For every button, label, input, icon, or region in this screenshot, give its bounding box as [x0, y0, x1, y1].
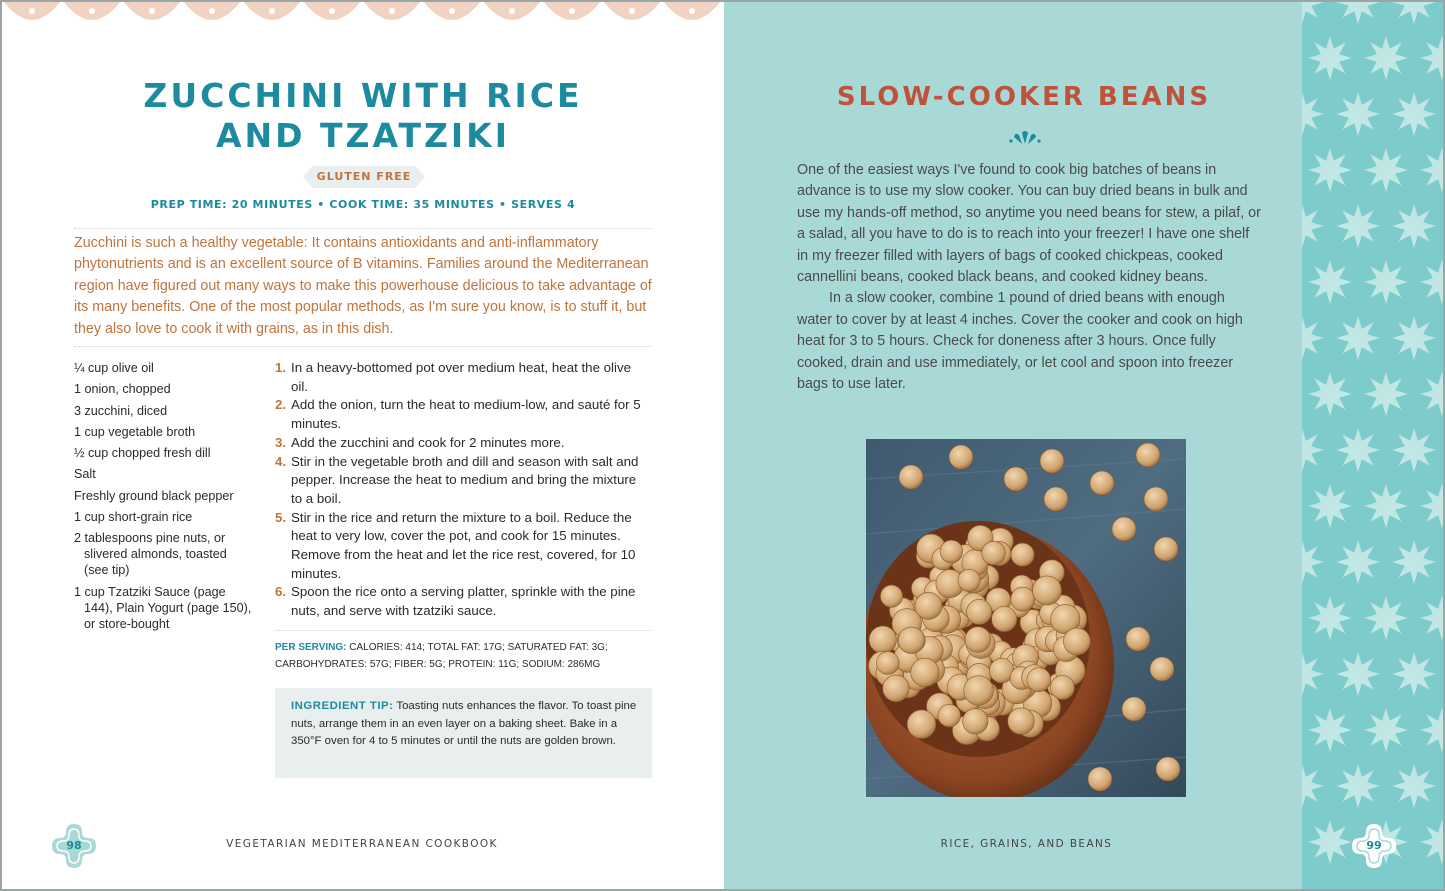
step-number: 6. — [275, 584, 287, 600]
sidebar-title: SLOW-COOKER BEANS — [836, 82, 1212, 112]
page-number-left: 98 — [66, 839, 82, 852]
gluten-free-badge — [303, 166, 425, 188]
step-number: 1. — [275, 360, 287, 375]
ingredient-item: 2 tablespoons pine nuts, or slivered almonds, toasted (see tip) — [74, 531, 227, 578]
recipe-title-line-1: ZUCCHINI WITH RICE — [143, 76, 583, 115]
chickpeas-bowl-photo — [866, 439, 1186, 797]
ingredient-item: ½ cup chopped fresh dill — [74, 446, 211, 461]
step-number: 2. — [275, 397, 287, 413]
step-number: 5. — [275, 509, 287, 525]
badge-label: GLUTEN FREE — [316, 170, 412, 183]
sprig-ornament-icon — [1008, 129, 1042, 145]
decorative-tile-pattern — [1302, 2, 1445, 891]
divider — [275, 630, 652, 631]
nutrition-info — [275, 640, 655, 673]
ingredient-item: 1 cup vegetable broth — [74, 424, 196, 439]
running-footer-left: VEGETARIAN MEDITERRANEAN COOKBOOK — [226, 838, 498, 850]
recipe-title-line-2: AND TZATZIKI — [215, 116, 511, 155]
right-page — [724, 2, 1445, 891]
divider — [74, 346, 652, 347]
step-number: 4. — [275, 453, 287, 469]
ingredient-list — [74, 360, 254, 637]
left-page — [2, 2, 724, 891]
step-item — [275, 453, 647, 509]
ingredient-item: 1 cup Tzatziki Sauce (page 144), Plain Yogurt (page 150), or store-bought — [74, 584, 252, 631]
ingredient-item: Freshly ground black pepper — [74, 488, 234, 503]
step-text: Stir in the vegetable broth and dill and season with salt and pepper. Increase the heat to medium and bring the mixture to a boil. — [291, 453, 639, 506]
recipe-meta: PREP TIME: 20 MINUTES • COOK TIME: 35 MINUTES • SERVES 4 — [150, 198, 576, 211]
step-number: 3. — [275, 434, 287, 450]
step-text: Add the zucchini and cook for 2 minutes more. — [291, 434, 565, 450]
recipe-intro: Zucchini is such a healthy vegetable: It contains antioxidants and anti-inflammatory phytonutrients and is an excellent source of B vitamins. Families around the Mediterranean region have figured out many ways to make this powerhouse delicious to take advantage of its many benefits. One of the most popular methods, as I'm sure you know, is to stuff it, but they also love to cook it with grains, as in this dish. — [74, 235, 652, 337]
step-item — [275, 509, 647, 584]
ingredient-item: ¼ cup olive oil — [74, 361, 154, 375]
tip-label: INGREDIENT TIP: — [291, 700, 394, 712]
step-list — [275, 359, 647, 621]
ingredient-item: Salt — [74, 467, 96, 482]
ingredient-item: 3 zucchini, diced — [74, 403, 168, 418]
ingredient-item: 1 onion, chopped — [74, 382, 171, 397]
step-item — [275, 434, 647, 453]
page-number-right: 99 — [1366, 839, 1382, 852]
tip-text: Toasting nuts enhances the flavor. To toast pine nuts, arrange them in an even layer on a baking sheet. Bake in a 350°F oven for 4 to 5 minutes or until the nuts are golden brown. — [291, 700, 637, 747]
step-item — [275, 359, 647, 396]
divider — [74, 228, 652, 229]
step-text: Stir in the rice and return the mixture to a boil. Reduce the heat to very low, cover the pot, and cook for 15 minutes. Remove from the heat and let the rice rest, covered, for 10 minutes. — [291, 509, 636, 581]
nutrition-text: CALORIES: 414; TOTAL FAT: 17G; SATURATED FAT: 3G; CARBOHYDRATES: 57G; FIBER: 5G; PROTEIN: 11G; SODIUM: 286MG — [275, 642, 608, 670]
running-footer-right: RICE, GRAINS, AND BEANS — [940, 838, 1113, 850]
decorative-top-border — [2, 2, 724, 32]
sidebar-paragraph-2: In a slow cooker, combine 1 pound of dried beans with enough water to cover by at least 4 inches. Cover the cooker and cook on high heat for 3 to 5 hours. Check for doneness after 3 hours. Once fully cooked, drain and use immediately, or let cool and spoon into freezer bags to use later. — [797, 290, 1243, 393]
nutrition-label: PER SERVING: — [275, 642, 347, 653]
ingredient-tip-box — [275, 688, 652, 778]
sidebar-body — [797, 160, 1262, 395]
step-item — [275, 396, 647, 433]
step-text: In a heavy-bottomed pot over medium heat, heat the olive oil. — [291, 360, 632, 394]
sidebar-paragraph-1: One of the easiest ways I've found to cook big batches of beans in advance is to use my slow cooker. You can buy dried beans in bulk and use my hands-off method, so anytime you need beans for stew, a pilaf, or a salad, all you have to do is to reach into your freezer! I have one shelf in my freezer filled with layers of bags of cooked chickpeas, cooked cannellini beans, cooked black beans, and cooked kidney beans. — [797, 162, 1261, 286]
ingredient-item: 1 cup short-grain rice — [74, 510, 193, 525]
step-item — [275, 583, 647, 620]
page-number-badge-right — [1350, 822, 1398, 870]
step-text: Add the onion, turn the heat to medium-low, and sauté for 5 minutes. — [291, 397, 641, 432]
page-number-badge-left — [50, 822, 98, 870]
recipe-title — [2, 76, 724, 156]
step-text: Spoon the rice onto a serving platter, sprinkle with the pine nuts, and serve with tzatziki sauce. — [291, 584, 636, 619]
